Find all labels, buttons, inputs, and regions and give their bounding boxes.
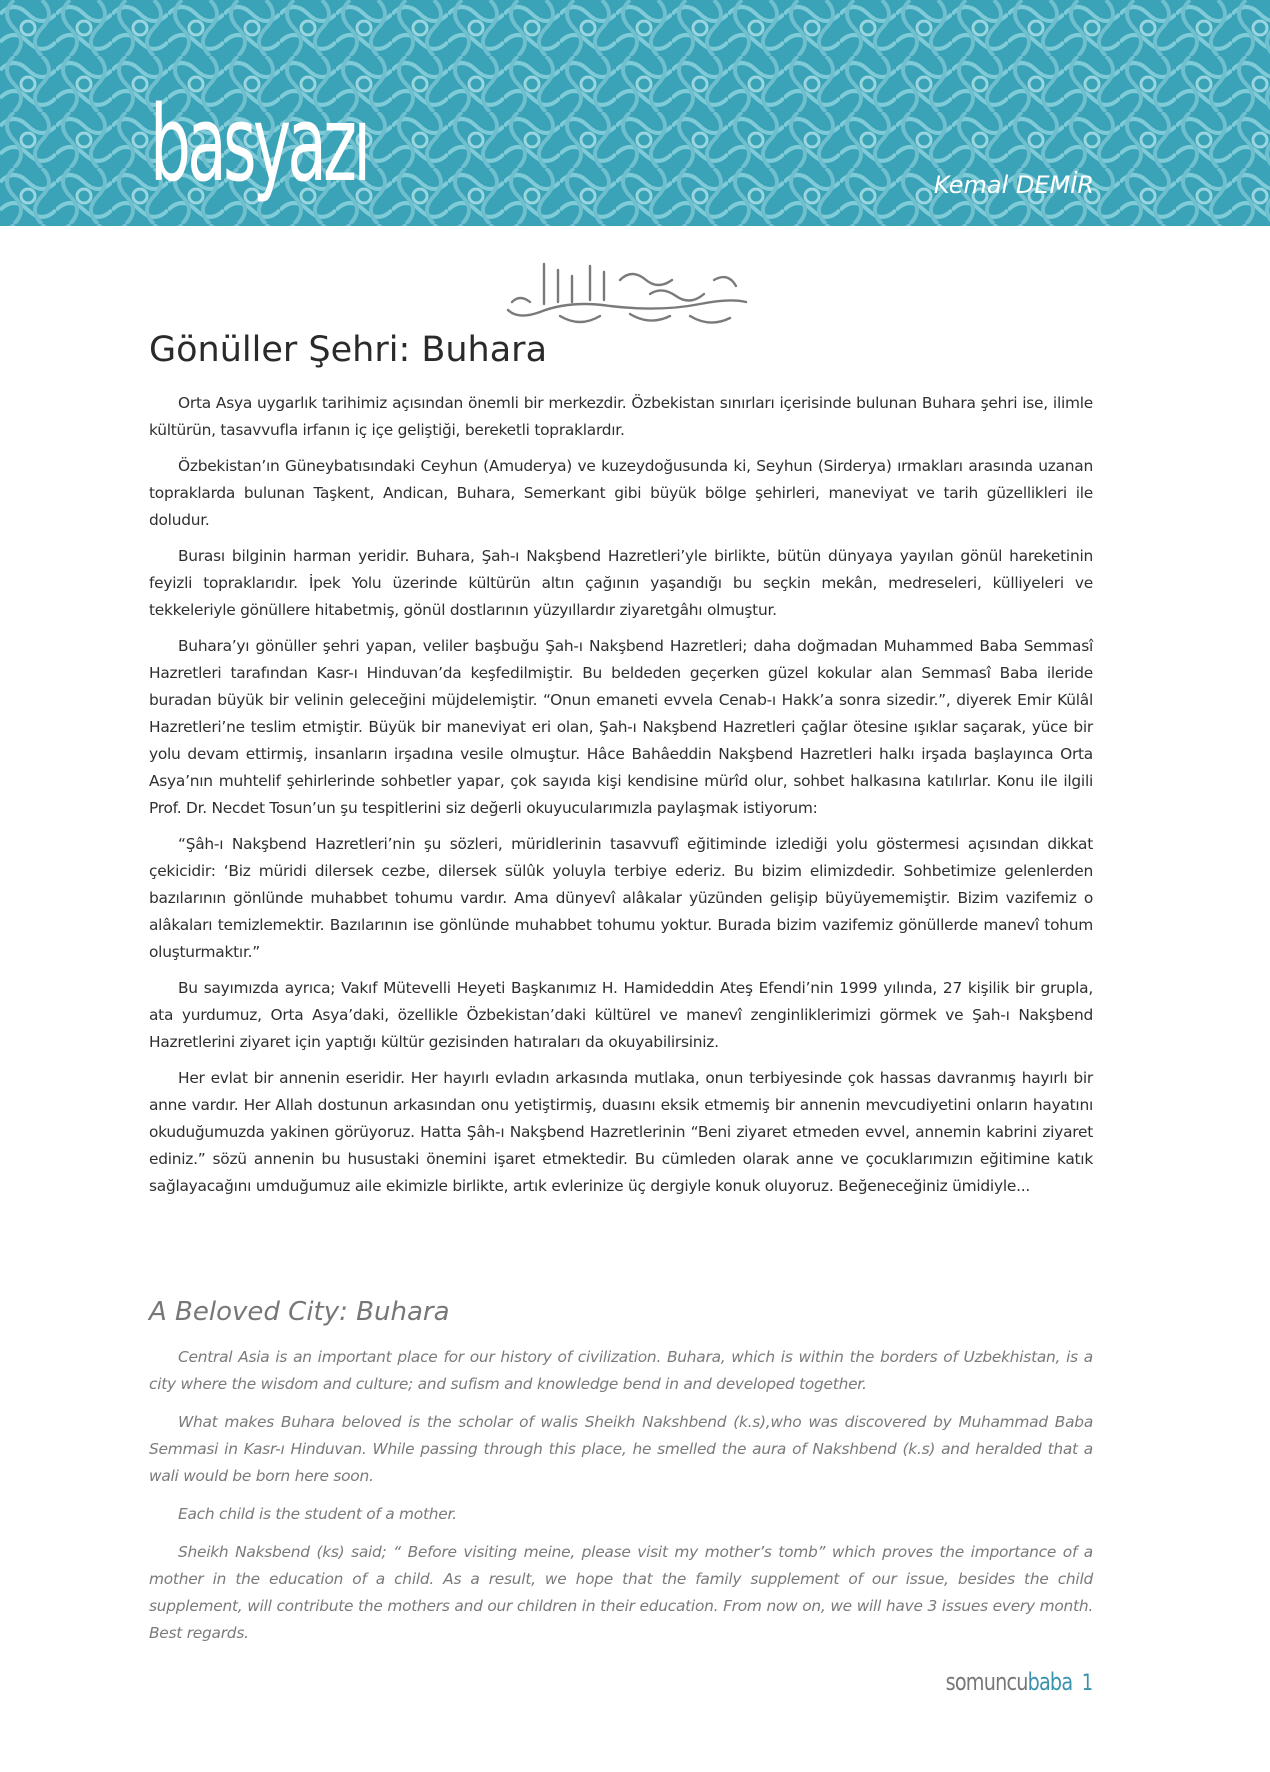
author-name: Kemal DEMİR (933, 171, 1094, 199)
article-quote-paragraph: “Şâh-ı Nakşbend Hazretleri’nin şu sözleri, müridlerinin tasavvufî eğitiminde izlediği yolu göstermesi açısından dikkat çekicidir: ‘Biz müridi dilersek cezbe, dilersek sülûk yoluyla terbiye ederiz. Bu bizim elimizdedir. Sohbetimize gelenlerden bazılarının gönlünde muhabbet tohumu vardır. Ama dünyevî alâkalar yüzünden gelişip büyüyememiştir. Bizim vazifemiz o alâkaları temizlemektir. Bazılarının ise gönlünde muhabbet tohumu yoktur. Burada bizim vazifemiz gönüllerde manevî tohum oluşturmaktır.” (149, 835, 1093, 961)
english-paragraph: Sheikh Naksbend (ks) said; “ Before visiting meine, please visit my mother’s tomb” which proves the importance of a mother in the education of a child. As a result, we hope that the family supplement of our issue, besides the child supplement, will contribute the mothers and our children in their education. From now on, we will have 3 issues every month. Best regards. (149, 1543, 1093, 1642)
english-paragraph: Central Asia is an important place for our history of civilization. Buhara, which is within the borders of Uzbekhistan, is a city where the wisdom and culture; and sufism and knowledge bend in and developed together. (149, 1348, 1093, 1393)
basmala-calligraphy-icon (500, 250, 752, 332)
section-title: basyazı (150, 83, 368, 205)
article-body (149, 390, 1093, 1209)
english-paragraph: Each child is the student of a mother. (178, 1505, 457, 1523)
page-number: 1 (1081, 1671, 1092, 1696)
article-paragraph: Buhara’yı gönüller şehri yapan, veliler başbuğu Şah-ı Nakşbend Hazretleri; daha doğmadan Muhammed Baba Semmasî Hazretleri tarafından Kasr-ı Hinduvan’da keşfedilmiştir. Bu beldeden geçerken güzel kokular alan Semmasî Baba ileride buradan büyük bir velinin geleceğini müjdelemiştir. “Onun emaneti evvela Cenab-ı Hakk’a sonra sizedir.”, diyerek Emir Külâl Hazretleri’ne teslim etmiştir. Büyük bir maneviyat eri olan, Şah-ı Nakşbend Hazretleri çağlar ötesine ışıklar saçarak, yüce bir yolu devam ettirmiş, insanların irşadına vesile olmuştur. Hâce Bahâeddin Nakşbend Hazretleri halkı irşada başlayınca Orta Asya’nın muhtelif şehirlerinde sohbetler yapar, çok sayıda kişi kendisine mürîd olur, sohbet halkasına katılırlar. Konu ile ilgili Prof. Dr. Necdet Tosun’un şu tespitlerini siz değerli okuyucularımızla paylaşmak istiyorum: (149, 637, 1093, 817)
article-paragraph: Orta Asya uygarlık tarihimiz açısından önemli bir merkezdir. Özbekistan sınırları içerisinde bulunan Buhara şehri ise, ilimle kültürün, tasavvufla irfanın iç içe geliştiği, bereketli topraklardır. (149, 394, 1093, 439)
article-paragraph: Her evlat bir annenin eseridir. Her hayırlı evladın arkasında mutlaka, onun terbiyesinde çok hassas davranmış hayırlı bir anne vardır. Her Allah dostunun arkasından onu yetiştirmiş, duasını eksik etmemiş bir annenin mevcudiyetini onların hayatını okuduğumuzda yakinen görüyoruz. Hatta Şâh-ı Nakşbend Hazretlerinin “Beni ziyaret etmeden evvel, annemin kabrini ziyaret ediniz.” sözü annenin bu husustaki önemini işaret etmektedir. Bu cümleden olarak anne ve çocuklarımızın eğitimine katık sağlayacağını umduğumuz aile ekimizle birlikte, artık evlerinize üç dergiyle konuk oluyoruz. Beğeneceğiniz ümidiyle... (149, 1069, 1093, 1195)
magazine-brand-part2: baba (1027, 1668, 1072, 1696)
header-banner (0, 0, 1270, 226)
english-body (149, 1344, 1093, 1658)
article-title: Gönüller Şehri: Buhara (149, 330, 548, 370)
article-paragraph: Bu sayımızda ayrıca; Vakıf Mütevelli Heyeti Başkanımız H. Hamideddin Ateş Efendi’nin 1999 yılında, 27 kişilik bir grupla, ata yurdumuz, Orta Asya’daki, özellikle Özbekistan’daki kültürel ve manevî zenginliklerimizi görmek ve Şah-ı Nakşbend Hazretlerini ziyaret için yaptığı kültür gezisinden hatıraları da okuyabilirsiniz. (149, 979, 1093, 1051)
page-footer (945, 1668, 1092, 1696)
english-paragraph: What makes Buhara beloved is the scholar of walis Sheikh Nakshbend (k.s),who was discovered by Muhammad Baba Semmasi in Kasr-ı Hinduvan. While passing through this place, he smelled the aura of Nakshbend (k.s) and heralded that a wali would be born here soon. (149, 1413, 1093, 1485)
magazine-brand-part1: somuncu (945, 1668, 1028, 1696)
article-paragraph: Özbekistan’ın Güneybatısındaki Ceyhun (Amuderya) ve kuzeydoğusunda ki, Seyhun (Sirderya) ırmakları arasında uzanan topraklarda bulunan Taşkent, Andican, Buhara, Semerkant gibi büyük bölge şehirleri, maneviyat ve tarih güzellikleri ile doludur. (149, 457, 1093, 529)
english-title: A Beloved City: Buhara (149, 1297, 450, 1327)
article-paragraph: Burası bilginin harman yeridir. Buhara, Şah-ı Nakşbend Hazretleri’yle birlikte, bütün dünyaya yayılan gönül hareketinin feyizli topraklarıdır. İpek Yolu üzerinde kültürün altın çağının yaşandığı bu seçkin mekân, medreseleri, külliyeleri ve tekkeleriyle gönüllere hitabetmiş, gönül dostlarının yüzyıllardır ziyaretgâhı olmuştur. (149, 547, 1093, 619)
